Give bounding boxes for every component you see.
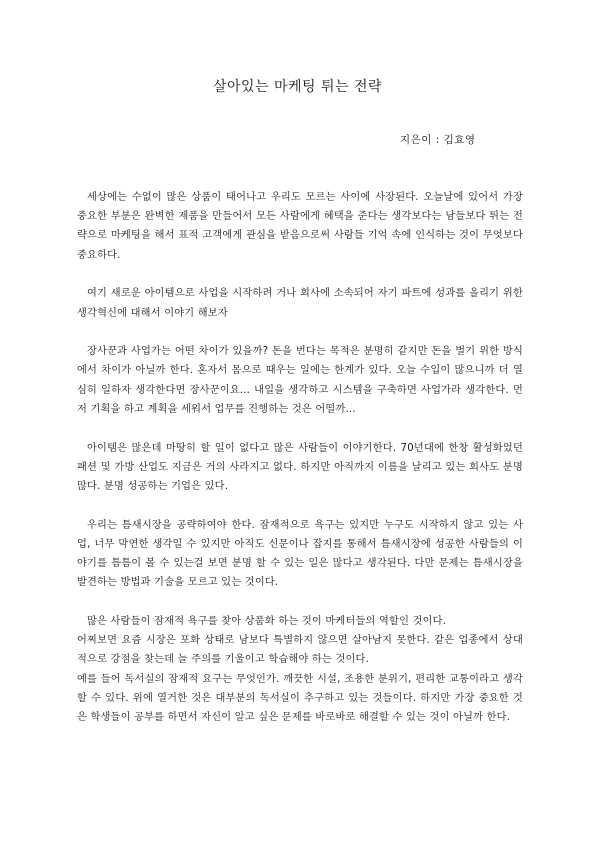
paragraph: 세상에는 수없이 많은 상품이 태어나고 우리도 모르는 사이에 사장된다. 오늘날에 있어서 가장 중요한 부분은 완벽한 제품을 만들어서 모든 사람에게 혜택을 준다는 생각보다는 남들보다 튀는 전략으로 마케팅을 해서 표적 고객에게 관심을 받음으로써 사람들 기억 속에 인식하는 것이 무엇보다 중요하다. [77, 192, 523, 261]
paragraph-line: 많은 사람들이 잠재적 욕구를 찾아 상품화 하는 것이 마케터들의 역할인 것이다. [87, 615, 447, 627]
paragraph-line: 어찌보면 요즘 시장은 포화 상태로 남보다 특별하지 않으면 살아남지 못한다. 같은 업종에서 상대적으로 강점을 찾는데 늘 주의를 기울이고 학습해야 하는 것이다. [77, 635, 523, 666]
document-title: 살아있는 마케팅 튀는 전략 [212, 79, 383, 95]
document-author: 지은이 : 김효영 [400, 134, 476, 146]
paragraph: 장사꾼과 사업가는 어떤 차이가 있을까? 돈을 번다는 목적은 분명히 같지만 돈을 벌기 위한 방식에서 차이가 아닐까 한다. 혼자서 몸으로 때우는 일에는 한계가 있다. 오늘 수입이 많으니까 더 열심히 일하자 생각한다면 장사꾼이요... 내일을 생각하고 시스템을 구축하면 사업가라 생각한다. 먼저 기획을 하고 계획을 세워서 업무를 진행하는 것은 어떨까... [77, 346, 523, 415]
document-body [77, 188, 523, 727]
paragraph: 여기 새로운 아이템으로 사업을 시작하려 거나 회사에 소속되어 자기 파트에 성과를 올리기 위한 생각혁신에 대해서 이야기 해보자 [77, 288, 523, 319]
final-paragraph [77, 612, 523, 727]
paragraph-line: 예를 들어 독서실의 잠재적 요구는 무엇인가. 깨끗한 시설, 조용한 분위기, 편리한 교통이라고 생각할 수 있다. 위에 열거한 것은 대부분의 독서실이 추구하고 있는 것들이다. 하지만 가장 중요한 것은 학생들이 공부를 하면서 자신이 알고 싶은 문제를 바로바로 해결할 수 있는 것이 아닐까 한다. [77, 673, 523, 723]
paragraph: 아이템은 많은데 마땅히 할 일이 없다고 많은 사람들이 이야기한다. 70년대에 한창 활성화었던 패션 및 가방 산업도 지금은 거의 사라지고 없다. 하지만 아직까지 이름을 날리고 있는 회사도 분명 많다. 분명 성공하는 기업은 있다. [77, 442, 523, 492]
paragraph: 우리는 틈새시장을 공략하여야 한다. 잠재적으로 욕구는 있지만 누구도 시작하지 않고 있는 사업, 너무 막연한 생각일 수 있지만 아직도 신문이나 잡지를 통해서 틈새시장에 성공한 사람들의 이야기를 틈틈이 볼 수 있는걸 보면 분명 할 수 있는 일은 많다고 생각된다. 다만 문제는 틈새시장을 발견하는 방법과 기술을 모르고 있는 것이다. [77, 519, 523, 589]
